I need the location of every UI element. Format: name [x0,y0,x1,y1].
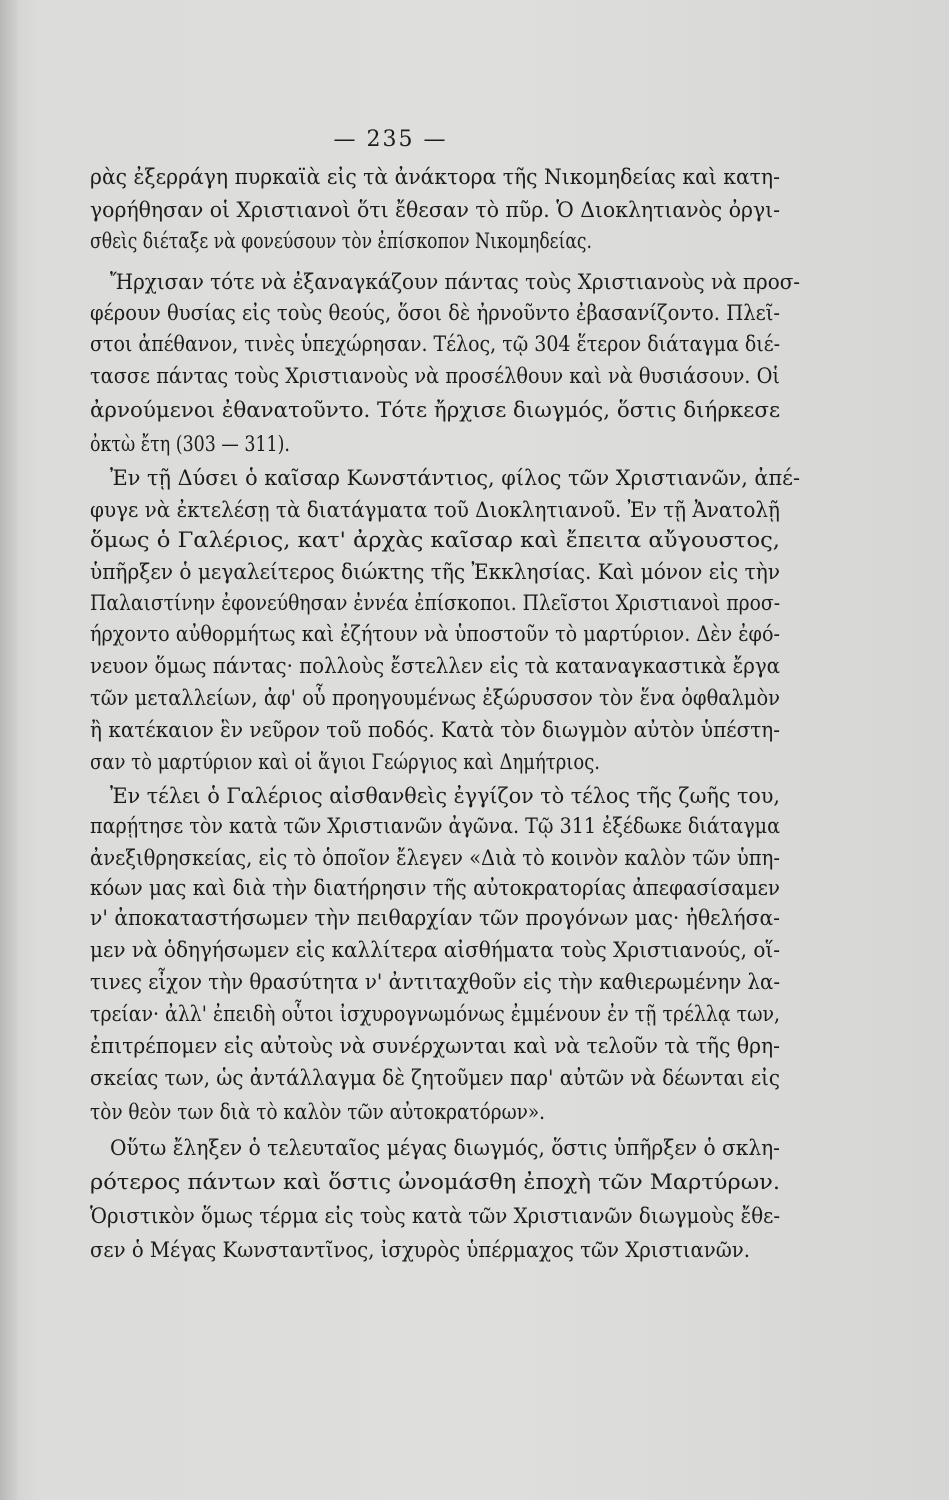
text-line: Ὁριστικὸν ὅμως τέρμα εἰς τοὺς κατὰ τῶν Χριστιανῶν διωγμοὺς ἔθε- [90,1204,781,1229]
text-line: τῶν μεταλλείων, ἀφ' οὗ προηγουμένως ἐξώρυσσον τὸν ἕνα ὀφθαλμὸν [90,686,781,711]
text-line: τὸν θεὸν των διὰ τὸ καλὸν τῶν αὐτοκρατόρων». [90,1100,546,1125]
text-line: ὅμως ὁ Γαλέριος, κατ' ἀρχὰς καῖσαρ καὶ ἔπειτα αὔγουστος, [90,528,780,553]
text-line: σεν ὁ Μέγας Κωνσταντῖνος, ἰσχυρὸς ὑπέρμαχος τῶν Χριστιανῶν. [90,1238,751,1263]
text-line: παρῄτησε τὸν κατὰ τῶν Χριστιανῶν ἀγῶνα. Τῷ 311 ἐξέδωκε διάταγμα [90,814,780,839]
text-line: τασσε πάντας τοὺς Χριστιανοὺς νὰ προσέλθουν καὶ νὰ θυσιάσουν. Οἱ [90,364,780,389]
text-line: σθεὶς διέταξε νὰ φονεύσουν τὸν ἐπίσκοπον Νικομηδείας. [90,229,593,254]
text-line: φέρουν θυσίας εἰς τοὺς θεούς, ὅσοι δὲ ἠρνοῦντο ἐβασανίζοντο. Πλεῖ- [90,301,781,326]
text-line: ρὰς ἐξερράγη πυρκαϊὰ εἰς τὰ ἀνάκτορα τῆς Νικομηδείας καὶ κατη- [90,165,780,190]
page-edge-shadow [0,0,18,1500]
text-line: τινες εἶχον τὴν θρασύτητα ν' ἀντιταχθοῦν εἰς τὴν καθιερωμένην λα- [90,970,781,995]
page-number: — 235 — [333,127,448,152]
text-line: Ἐν τῇ Δύσει ὁ καῖσαρ Κωνστάντιος, φίλος τῶν Χριστιανῶν, ἀπέ- [110,466,800,491]
text-line: ν' ἀποκαταστήσωμεν τὴν πειθαρχίαν τῶν προγόνων μας· ἠθελήσα- [90,906,780,931]
text-line: ρότερος πάντων καὶ ὅστις ὠνομάσθη ἐποχὴ τῶν Μαρτύρων. [90,1170,780,1195]
text-line: φυγε νὰ ἐκτελέσῃ τὰ διατάγματα τοῦ Διοκλητιανοῦ. Ἐν τῇ Ἀνατολῇ [90,498,781,523]
text-line: γορήθησαν οἱ Χριστιανοὶ ὅτι ἔθεσαν τὸ πῦρ. Ὁ Διοκλητιανὸς ὀργι- [90,198,781,223]
text-line: νευον ὅμως πάντας· πολλοὺς ἔστελλεν εἰς τὰ καταναγκαστικὰ ἔργα [90,654,781,679]
text-line: κόων μας καὶ διὰ τὴν διατήρησιν τῆς αὐτοκρατορίας ἀπεφασίσαμεν [90,876,781,901]
text-line: ἢ κατέκαιον ἓν νεῦρον τοῦ ποδός. Κατὰ τὸν διωγμὸν αὐτὸν ὑπέστη- [90,718,781,743]
text-line: σκείας των, ὡς ἀντάλλαγμα δὲ ζητοῦμεν παρ' αὐτῶν νὰ δέωνται εἰς [90,1066,780,1091]
text-line: ἀνεξιθρησκείας, εἰς τὸ ὁποῖον ἔλεγεν «Διὰ τὸ κοινὸν καλὸν τῶν ὑπη- [90,846,780,871]
text-line: στοι ἀπέθανον, τινὲς ὑπεχώρησαν. Τέλος, τῷ 304 ἕτερον διάταγμα διέ- [90,332,780,357]
text-line: ἀρνούμενοι ἐθανατοῦντο. Τότε ἤρχισε διωγμός, ὅστις διήρκεσε [90,398,781,423]
text-line: μεν νὰ ὁδηγήσωμεν εἰς καλλίτερα αἰσθήματα τοὺς Χριστιανούς, οἵ- [90,938,780,963]
text-line: ήρχοντο αὐθορμήτως καὶ ἐζήτουν νὰ ὑποστοῦν τὸ μαρτύριον. Δὲν ἐφό- [90,622,780,647]
text-line: Ἤρχισαν τότε νὰ ἐξαναγκάζουν πάντας τοὺς Χριστιανοὺς νὰ προσ- [110,270,801,295]
text-line: ὑπῆρξεν ὁ μεγαλείτερος διώκτης τῆς Ἐκκλησίας. Καὶ μόνον εἰς τὴν [90,560,781,585]
text-line: τρείαν· ἀλλ' ἐπειδὴ οὗτοι ἰσχυρογνωμόνως ἐμμένουν ἐν τῇ τρέλλᾳ των, [90,1002,780,1027]
text-line: ἐπιτρέπομεν εἰς αὐτοὺς νὰ συνέρχωνται καὶ νὰ τελοῦν τὰ τῆς θρη- [90,1034,780,1059]
text-line: σαν τὸ μαρτύριον καὶ οἱ ἅγιοι Γεώργιος καὶ Δημήτριος. [90,750,601,775]
text-line: Ἐν τέλει ὁ Γαλέριος αἰσθανθεὶς ἐγγίζον τὸ τέλος τῆς ζωῆς του, [110,784,780,809]
text-line: Παλαιστίνην ἐφονεύθησαν ἐννέα ἐπίσκοποι. Πλεῖστοι Χριστιανοὶ προσ- [90,591,781,616]
text-line: ὀκτὼ ἔτη (303 — 311). [90,432,290,457]
text-line: Οὕτω ἔληξεν ὁ τελευταῖος μέγας διωγμός, ὅστις ὑπῆρξεν ὁ σκλη- [110,1136,780,1161]
